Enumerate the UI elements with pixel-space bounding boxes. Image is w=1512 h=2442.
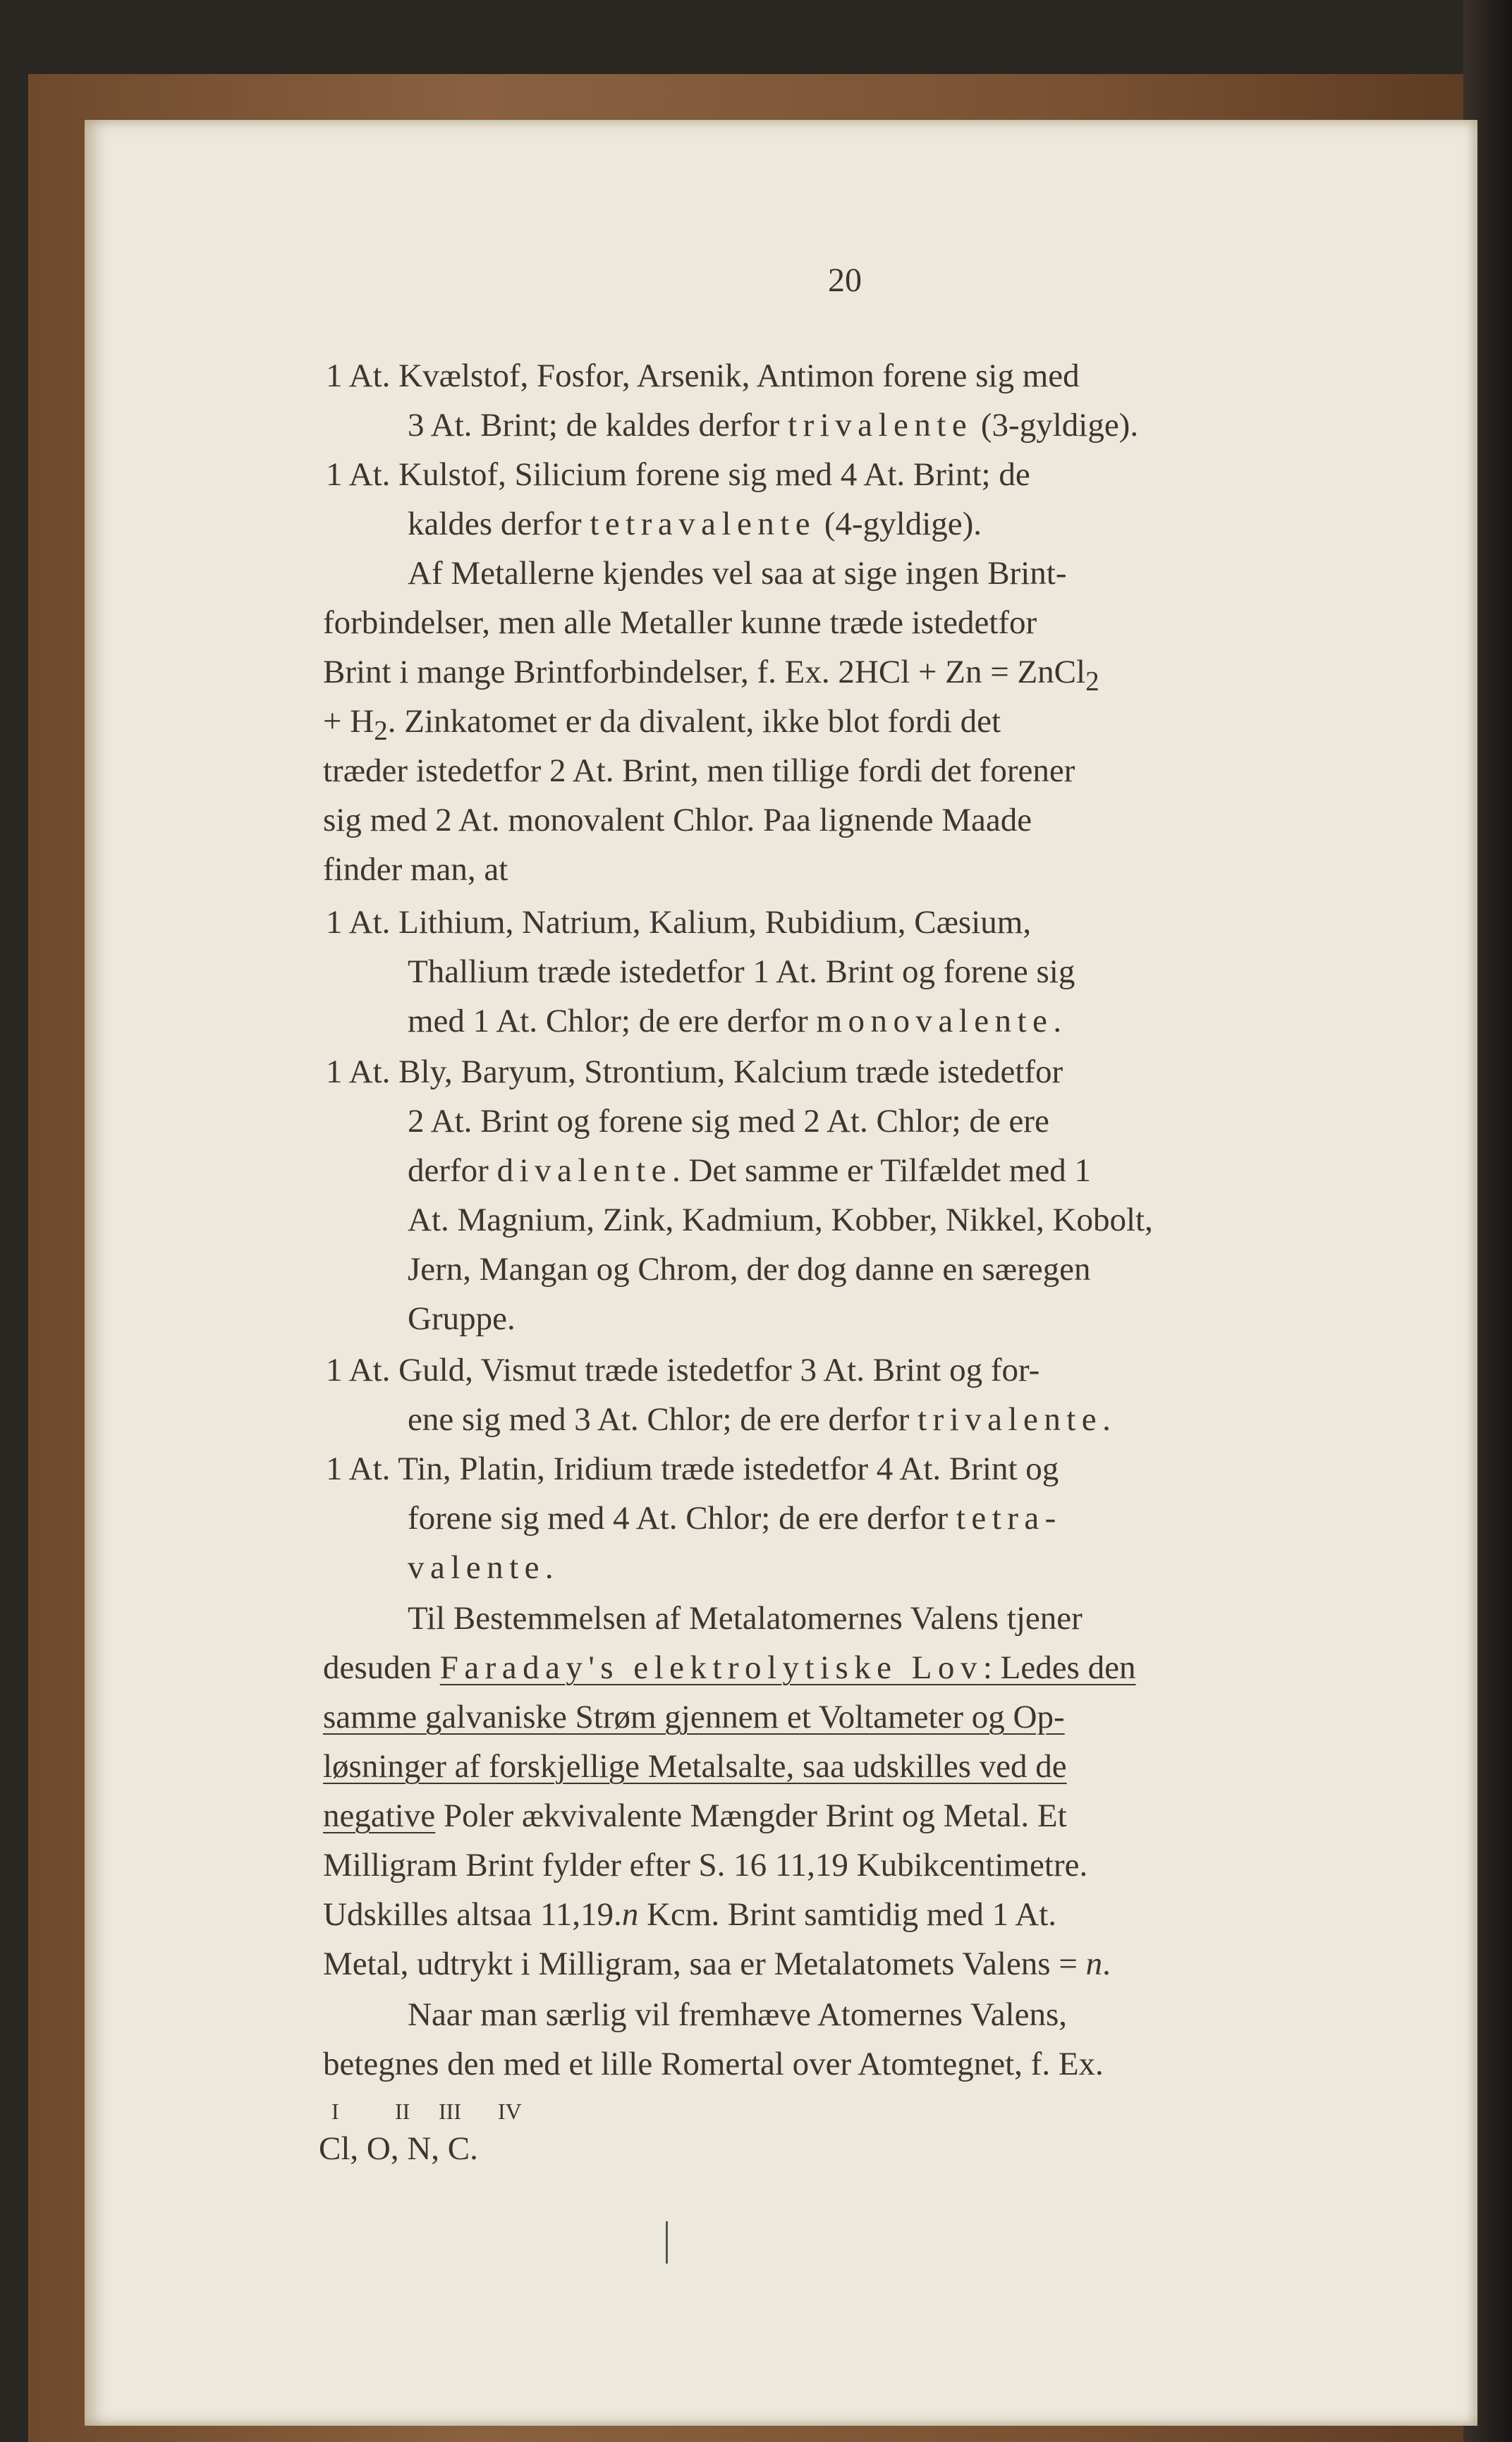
text-line: + $H_2$. Zinkatomet er da divalent, ikke blot fordi det [323, 703, 1001, 746]
text-line: træder istedetfor 2 At. Brint, men tillige fordi det forener [323, 752, 1075, 789]
text-line: ene sig med 3 At. Chlor; de ere derfor trivalente. [408, 1401, 1111, 1438]
text-line: 2 At. Brint og forene sig med 2 At. Chlor; de ere [408, 1103, 1049, 1140]
text-line: Udskilles altsaa 11,19.n Kcm. Brint samtidig med 1 At. [323, 1896, 1056, 1933]
text-line: med 1 At. Chlor; de ere derfor monovalente. [408, 1003, 1062, 1039]
text-line: valente. [408, 1549, 554, 1586]
text-line: 1 At. Tin, Platin, Iridium træde istedetfor 4 At. Brint og [326, 1451, 1059, 1487]
text-line: 1 At. Lithium, Natrium, Kalium, Rubidium, Cæsium, [326, 904, 1032, 941]
text-line: Metal, udtrykt i Milligram, saa er Metalatomets Valens = n. [323, 1946, 1111, 1982]
text-line: Naar man særlig vil fremhæve Atomernes Valens, [408, 1996, 1068, 2033]
text-line: kaldes derfor tetravalente (4-gyldige). [408, 506, 982, 542]
text-line: 1 At. Kulstof, Silicium forene sig med 4 At. Brint; de [326, 456, 1030, 493]
text-line: Jern, Mangan og Chrom, der dog danne en særegen [408, 1251, 1091, 1288]
text-line: Af Metallerne kjendes vel saa at sige ingen Brint- [408, 555, 1067, 592]
text-line: Til Bestemmelsen af Metalatomernes Valens tjener [408, 1600, 1083, 1637]
roman-numeral: III [439, 2099, 461, 2124]
text-line: negative Poler ækvivalente Mængder Brint og Metal. Et [323, 1797, 1067, 1834]
text-line: betegnes den med et lille Romertal over Atomtegnet, f. Ex. [323, 2046, 1104, 2082]
text-line: 3 At. Brint; de kaldes derfor trivalente (3-gyldige). [408, 407, 1139, 444]
text-line: løsninger af forskjellige Metalsalte, saa udskilles ved de [323, 1748, 1067, 1785]
text-line: forbindelser, men alle Metaller kunne træde istedetfor [323, 604, 1037, 641]
text-line: 1 At. Guld, Vismut træde istedetfor 3 At. Brint og for- [326, 1352, 1040, 1388]
text-line: forene sig med 4 At. Chlor; de ere derfor tetra- [408, 1500, 1062, 1537]
roman-numeral: II [395, 2099, 410, 2124]
text-line: 1 At. Bly, Baryum, Strontium, Kalcium træde istedetfor [326, 1054, 1063, 1090]
text-line: Brint i mange Brintforbindelser, f. Ex. 2HCl + Zn = ZnCl$_2$ [323, 654, 1099, 697]
text-line: At. Magnium, Zink, Kadmium, Kobber, Nikkel, Kobolt, [408, 1202, 1153, 1238]
text-line: finder man, at [323, 851, 508, 888]
atom-symbols: Cl, O, N, C. [319, 2130, 478, 2167]
text-line: desuden Faraday's elektrolytiske Lov: Ledes den [323, 1649, 1136, 1686]
pencil-mark [666, 2221, 668, 2264]
text-line: 1 At. Kvælstof, Fosfor, Arsenik, Antimon forene sig med [326, 358, 1080, 394]
text-line: sig med 2 At. monovalent Chlor. Paa lignende Maade [323, 802, 1032, 838]
page-number: 20 [828, 262, 862, 299]
roman-numeral: IV [498, 2099, 522, 2124]
text-line: samme galvaniske Strøm gjennem et Voltameter og Op- [323, 1699, 1065, 1735]
text-line: Thallium træde istedetfor 1 At. Brint og forene sig [408, 953, 1075, 990]
roman-numeral: I [331, 2099, 339, 2124]
text-line: derfor divalente. Det samme er Tilfældet med 1 [408, 1152, 1091, 1189]
text-line: Gruppe. [408, 1300, 516, 1337]
text-line: Milligram Brint fylder efter S. 16 11,19 Kubikcentimetre. [323, 1847, 1088, 1884]
